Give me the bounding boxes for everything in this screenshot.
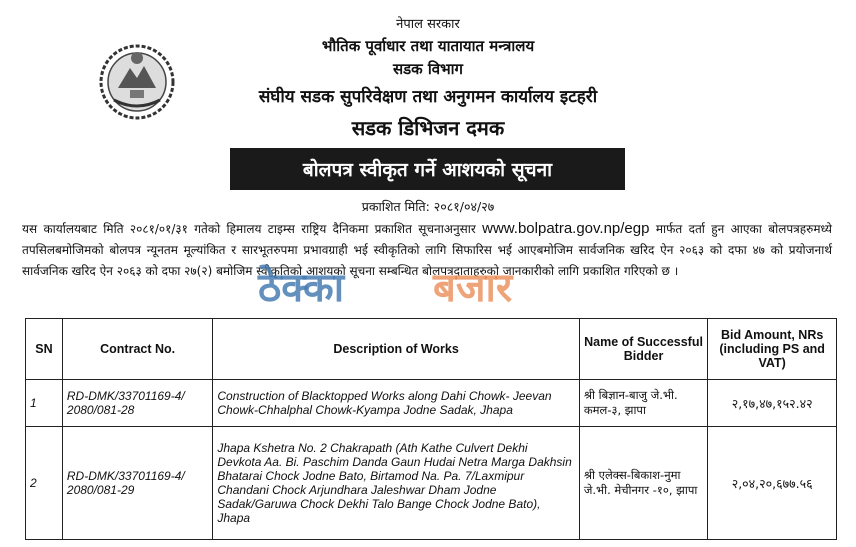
- government-heading: नेपाल सरकार: [396, 17, 460, 32]
- row-sn: 2: [26, 427, 63, 540]
- body-text-part1: यस कार्यालयबाट मिति २०८१/०१/३१ गतेको हिमालय टाइम्स राष्ट्रिय दैनिकमा प्रकाशित सूचनाअनुसार: [22, 222, 483, 236]
- row-description: Jhapa Kshetra No. 2 Chakrapath (Ath Kathe Culvert Dekhi Devkota Aa. Bi. Paschim Danda Gaun Hudai Netra Marga Dakhsin Bhatarai Chock Jodne Bato, Birtamod Na. Pa. 7/Laxmipur Chandani Chock Arjundhara Jaleshwar Dham Jodne Sadak/Garuwa Chock Dekhi Talo Bange Chock Jodne Bato), Jhapa: [213, 427, 579, 540]
- bolpatra-website-link[interactable]: www.bolpatra.gov.np/egp: [482, 220, 650, 237]
- division-heading: सडक डिभिजन दमक: [351, 116, 505, 140]
- table-header-row: [26, 319, 837, 380]
- published-date: प्रकाशित मिति: २०८१/०४/२७: [361, 199, 495, 214]
- header-bidder: Name of Successful Bidder: [579, 319, 708, 380]
- body-text-part2: मार्फत दर्ता हुन आएका बोलपत्रहरुमध्ये तपसिलबमोजिमको बोलपत्र न्यूनतम मूल्यांकित र सारभूतरुपमा प्रभावग्राही भई स्वीकृतिको लागि सिफारिस भई आएबमोजिम सार्वजनिक खरिद ऐन २०६३ को दफा ४७ को प्रयोजनार्थ सार्वजनिक खरिद ऐन २०६३ को दफा २७(२) बमोजिम स्वीकृतिको आशयको सूचना सम्बन्धित बोलपत्रदाताहरुको जानकारीको लागि प्रकाशित गरिएको छ ।: [22, 222, 832, 278]
- row-contract-no: RD-DMK/33701169-4/ 2080/081-28: [62, 380, 212, 427]
- watermark-right-text: बजार: [433, 265, 513, 311]
- header-description: Description of Works: [213, 319, 579, 380]
- office-heading: संघीय सडक सुपरिवेक्षण तथा अनुगमन कार्यालय इटहरी: [258, 87, 598, 107]
- table-row: [26, 427, 837, 540]
- row-bidder: श्री एलेक्स-बिकाश-नुमा जे.भी. मेचीनगर -१०, झापा: [579, 427, 708, 540]
- header-amount: Bid Amount, NRs (including PS and VAT): [708, 319, 837, 380]
- watermark-left-text: ठेक्का: [258, 265, 345, 311]
- bid-acceptance-table: [25, 318, 837, 540]
- row-amount: २,०४,२०,६७७.५६: [708, 427, 837, 540]
- notice-body: [22, 218, 832, 282]
- row-sn: 1: [26, 380, 63, 427]
- row-bidder: श्री बिज्ञान-बाजु जे.भी. कमल-३, झापा: [579, 380, 708, 427]
- header-sn: SN: [26, 319, 63, 380]
- header-contract-no: Contract No.: [62, 319, 212, 380]
- notice-title: बोलपत्र स्वीकृत गर्ने आशयको सूचना: [230, 148, 625, 190]
- row-description: Construction of Blacktopped Works along Dahi Chowk- Jeevan Chowk-Chhalphal Chowk-Kyampa Jodne Sadak, Jhapa: [213, 380, 579, 427]
- department-heading: सडक विभाग: [392, 60, 463, 78]
- row-amount: २,१७,४७,१५२.४२: [708, 380, 837, 427]
- ministry-heading: भौतिक पूर्वाधार तथा यातायात मन्त्रालय: [321, 37, 535, 55]
- table-row: [26, 380, 837, 427]
- row-contract-no: RD-DMK/33701169-4/ 2080/081-29: [62, 427, 212, 540]
